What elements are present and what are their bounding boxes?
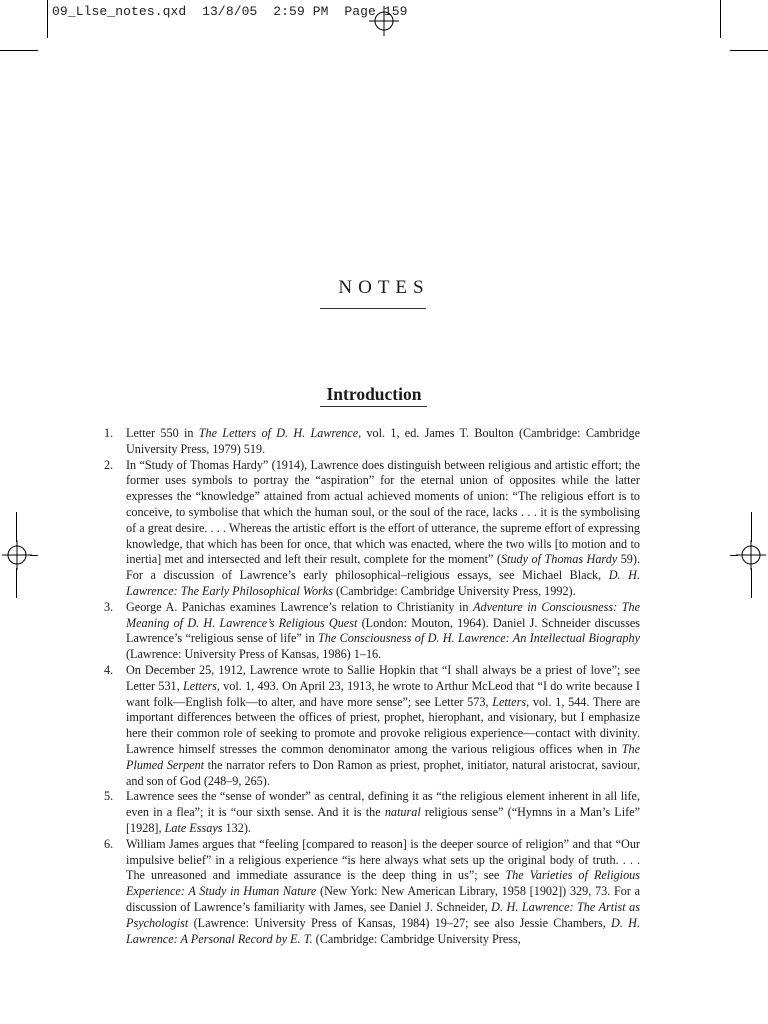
note-text: George A. Panichas examines Lawrence’s relation to Christianity in — [126, 599, 474, 614]
note-item — [104, 837, 640, 948]
note-number: 2. — [104, 457, 114, 472]
note-text: Lawrence sees the “sense of wonder” as central, defining it as “the religious element inherent in all life, even in a flea”; it is “our sixth sense. And it is the — [126, 789, 640, 820]
note-title-italic: natural — [384, 805, 421, 820]
note-text: (Lawrence: University Press of Kansas, 1984) 19–27; see also Jessie Chambers, — [188, 915, 612, 930]
note-title-italic: Study of Thomas Hardy — [500, 552, 618, 567]
note-text: (New York: New American Library, 1958 [1902]) 329, 73. For a discussion of Lawrence’s familiarity with James, see Daniel J. Schneider, — [126, 884, 640, 914]
section-heading: Introduction — [326, 384, 422, 404]
crop-mark-right-vertical — [751, 512, 752, 542]
note-text: (Cambridge: Cambridge University Press, 1992). — [332, 583, 576, 598]
note-text: (Lawrence: University Press of Kansas, 1986) 1–16. — [126, 647, 382, 662]
note-item — [104, 426, 640, 458]
note-text: (Cambridge: Cambridge University Press, — [312, 931, 521, 946]
note-title-italic: The Plumed Serpent — [126, 741, 640, 772]
crop-mark-top-left-vertical — [47, 0, 48, 38]
note-title-italic: The Letters of D. H. Lawrence — [198, 426, 359, 440]
note-title-italic: Late Essays — [164, 820, 223, 835]
note-title-italic: D. H. Lawrence: The Early Philosophical Works — [126, 568, 640, 598]
crop-mark-top-right-horizontal — [730, 50, 768, 51]
crop-mark-left-horizontal — [30, 555, 38, 556]
note-title-italic: Adventure in Consciousness: The Meaning of D. H. Lawrence’s Religious Quest — [126, 599, 640, 630]
notes-list — [104, 426, 640, 947]
note-text: In “Study of Thomas Hardy” (1914), Lawrence does distinguish between religious and artistic effort; the former uses symbols to portray the “aspiration” for the eternal union of opposites while the latter expresses the “knowledge” attained from actual achieved moments of union: “The religious effort is to conceive, to symbolise that which the human soul, or the soul of the race, lacks . . . it is the symbolising of a great desire. . . . Whereas the artistic effort is the effort of utterance, the supreme effort of expressing knowledge, that which has been for once, that which was enacted, where the two wills [to motion and to inertia] met and intersected and left their result, complete for the moment” ( — [126, 457, 640, 567]
note-text: , vol. 1, ed. James T. Boulton (Cambridge: Cambridge University Press, 1979) 519. — [126, 426, 640, 456]
note-text: the narrator refers to Don Ramon as priest, prophet, initiator, natural aristocrat, saviour, and son of God (248–9, 265). — [126, 757, 640, 788]
note-item — [104, 458, 640, 600]
note-title-italic: Letters — [182, 678, 217, 693]
note-text: Letter 550 in — [126, 426, 199, 440]
print-slug-line: 09_Llse_notes.qxd 13/8/05 2:59 PM Page 159 — [52, 4, 408, 19]
page-title: NOTES — [338, 277, 430, 298]
crop-mark-right-horizontal — [730, 555, 738, 556]
crop-mark-left-vertical — [16, 512, 17, 542]
note-text: 59). For a discussion of Lawrence’s early philosophical–religious essays, see Michael Black, — [126, 552, 640, 583]
heading-underline — [320, 406, 427, 407]
crop-mark-top-left-horizontal — [0, 50, 38, 51]
title-underline — [320, 308, 426, 309]
crop-mark-right-vertical-lower — [751, 568, 752, 598]
note-title-italic: The Consciousness of D. H. Lawrence: An Intellectual Biography — [318, 631, 640, 646]
note-text: 132). — [222, 820, 251, 835]
registration-mark-left-icon — [2, 540, 32, 570]
note-item — [104, 600, 640, 663]
note-text: religious sense” (“Hymns in a Man’s Life” [1928], — [126, 805, 641, 835]
registration-mark-right-icon — [736, 540, 766, 570]
note-text: (London: Mouton, 1964). Daniel J. Schneider discusses Lawrence’s “religious sense of life” in — [126, 615, 641, 646]
note-number: 4. — [104, 662, 114, 677]
note-item — [104, 663, 640, 789]
note-item — [104, 789, 640, 836]
crop-mark-left-vertical-lower — [16, 568, 17, 598]
crop-mark-top-right-vertical — [720, 0, 721, 38]
note-number: 5. — [104, 789, 114, 804]
note-title-italic: D. H. Lawrence: The Artist as Psychologist — [126, 899, 641, 930]
registration-mark-top-icon — [369, 6, 399, 36]
note-number: 6. — [104, 836, 114, 851]
note-text: , vol. 1, 544. There are important differences between the offices of priest, prophet, hierophant, and visionary, but I emphasize here their common role of seeking to promote and provoke religious experience—contact with divinity. Lawrence himself stresses the common denominator among the various religious offices when in — [126, 694, 640, 756]
note-text: On December 25, 1912, Lawrence wrote to Sallie Hopkin that “I shall always be a priest of love”; see Letter 531, — [126, 662, 640, 693]
note-title-italic: Letters — [492, 694, 527, 709]
note-text: , vol. 1, 493. On April 23, 1913, he wrote to Arthur McLeod that “I do write because I want folk—English folk—to alter, and have more sense”; see Letter 573, — [126, 678, 640, 709]
note-number: 3. — [104, 599, 114, 614]
note-number: 1. — [104, 426, 114, 440]
note-text: William James argues that “feeling [compared to reason] is the deeper source of religion” and that “Our impulsive belief” in a religious experience “is here always what sets up the original body of truth. . . . The unreasoned and immediate assurance is the deep thing in us”; see — [126, 836, 640, 883]
note-title-italic: The Varieties of Religious Experience: A Study in Human Nature — [126, 868, 640, 899]
note-title-italic: D. H. Lawrence: A Personal Record by E. T. — [126, 915, 640, 946]
